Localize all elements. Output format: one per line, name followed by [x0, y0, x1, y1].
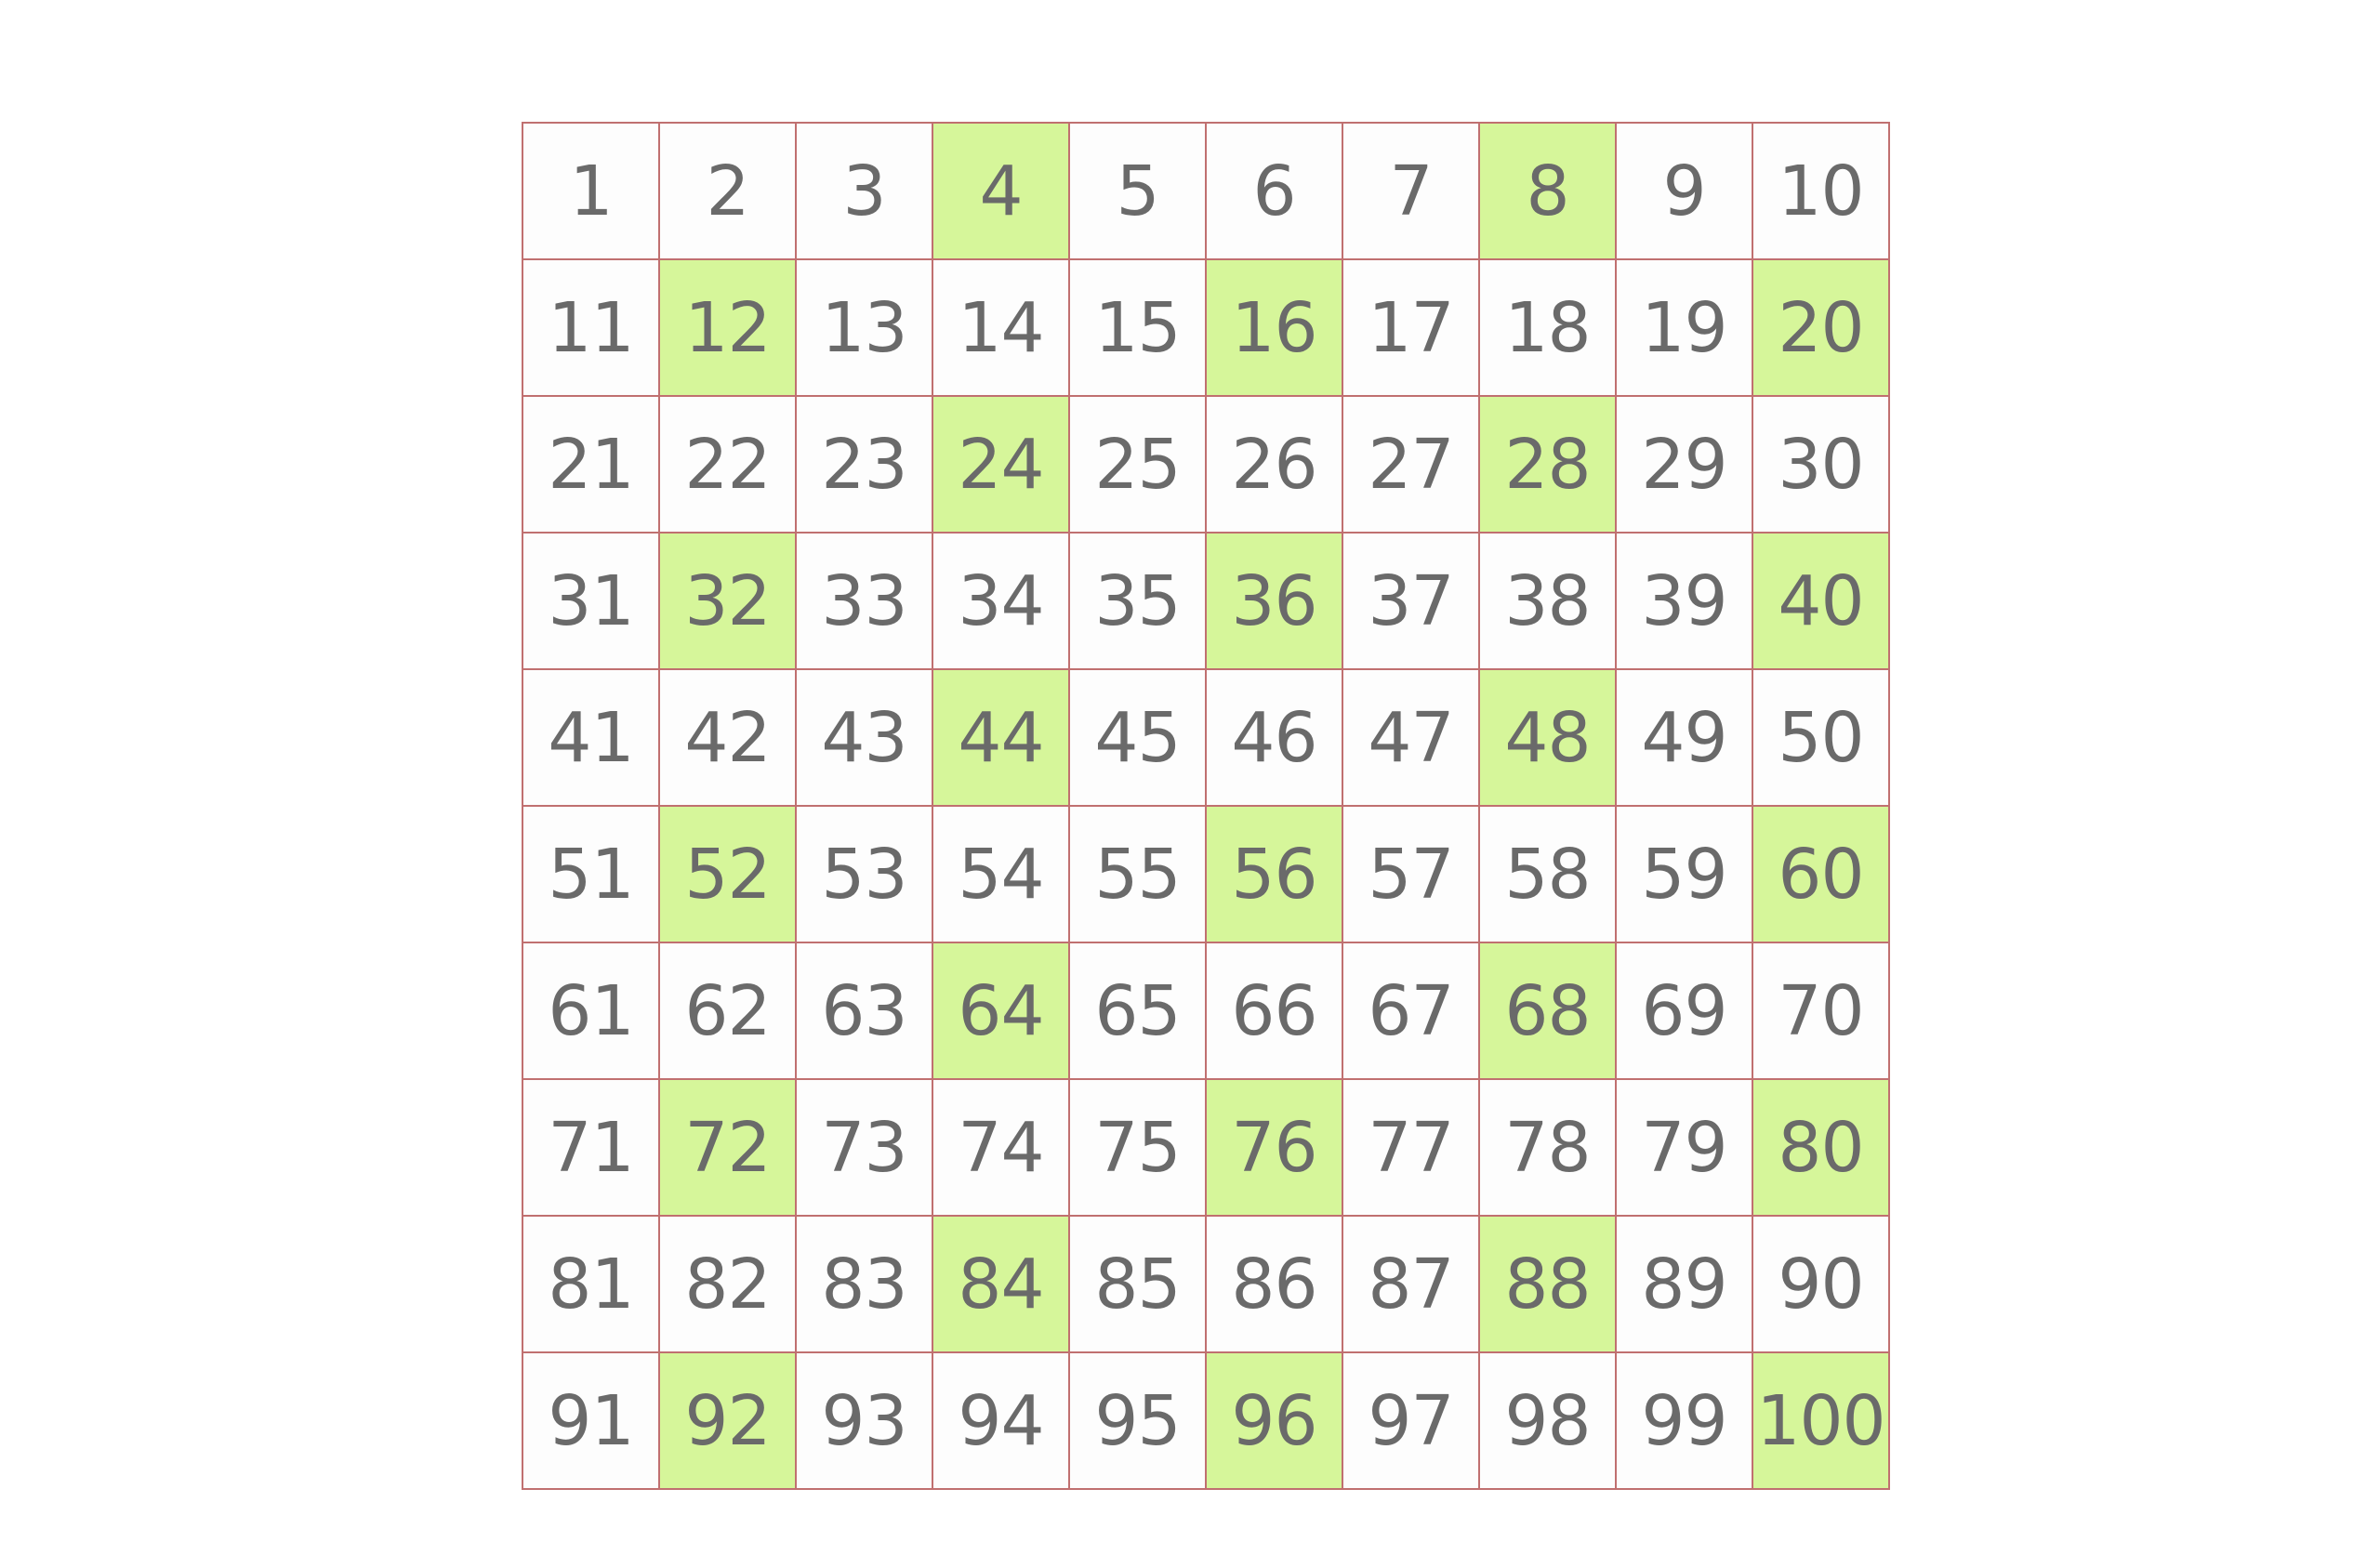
- number-cell: 31: [523, 534, 660, 670]
- number-cell: 19: [1617, 260, 1753, 397]
- number-cell: 23: [797, 397, 933, 534]
- number-cell: 2: [660, 124, 797, 260]
- number-cell: 63: [797, 943, 933, 1080]
- highlighted-number-cell: 76: [1207, 1080, 1343, 1217]
- number-cell: 26: [1207, 397, 1343, 534]
- number-cell: 49: [1617, 670, 1753, 807]
- number-cell: 45: [1070, 670, 1207, 807]
- highlighted-number-cell: 40: [1753, 534, 1890, 670]
- highlighted-number-cell: 4: [933, 124, 1070, 260]
- number-cell: 42: [660, 670, 797, 807]
- number-cell: 75: [1070, 1080, 1207, 1217]
- number-cell: 79: [1617, 1080, 1753, 1217]
- highlighted-number-cell: 60: [1753, 807, 1890, 943]
- number-cell: 83: [797, 1217, 933, 1353]
- number-cell: 62: [660, 943, 797, 1080]
- number-cell: 17: [1343, 260, 1480, 397]
- number-cell: 18: [1480, 260, 1617, 397]
- number-cell: 98: [1480, 1353, 1617, 1490]
- number-cell: 15: [1070, 260, 1207, 397]
- highlighted-number-cell: 88: [1480, 1217, 1617, 1353]
- highlighted-number-cell: 52: [660, 807, 797, 943]
- number-cell: 90: [1753, 1217, 1890, 1353]
- number-cell: 43: [797, 670, 933, 807]
- number-cell: 59: [1617, 807, 1753, 943]
- highlighted-number-cell: 12: [660, 260, 797, 397]
- number-cell: 74: [933, 1080, 1070, 1217]
- number-cell: 39: [1617, 534, 1753, 670]
- highlighted-number-cell: 80: [1753, 1080, 1890, 1217]
- number-cell: 87: [1343, 1217, 1480, 1353]
- number-cell: 50: [1753, 670, 1890, 807]
- number-cell: 14: [933, 260, 1070, 397]
- number-cell: 5: [1070, 124, 1207, 260]
- highlighted-number-cell: 16: [1207, 260, 1343, 397]
- number-cell: 3: [797, 124, 933, 260]
- number-cell: 1: [523, 124, 660, 260]
- highlighted-number-cell: 100: [1753, 1353, 1890, 1490]
- number-cell: 77: [1343, 1080, 1480, 1217]
- number-cell: 25: [1070, 397, 1207, 534]
- number-cell: 61: [523, 943, 660, 1080]
- highlighted-number-cell: 20: [1753, 260, 1890, 397]
- number-cell: 57: [1343, 807, 1480, 943]
- number-cell: 73: [797, 1080, 933, 1217]
- number-cell: 6: [1207, 124, 1343, 260]
- hundred-chart-grid: [522, 122, 1890, 1490]
- highlighted-number-cell: 32: [660, 534, 797, 670]
- highlighted-number-cell: 36: [1207, 534, 1343, 670]
- number-cell: 93: [797, 1353, 933, 1490]
- number-cell: 99: [1617, 1353, 1753, 1490]
- number-cell: 70: [1753, 943, 1890, 1080]
- number-cell: 21: [523, 397, 660, 534]
- number-cell: 81: [523, 1217, 660, 1353]
- highlighted-number-cell: 8: [1480, 124, 1617, 260]
- highlighted-number-cell: 24: [933, 397, 1070, 534]
- number-cell: 47: [1343, 670, 1480, 807]
- number-cell: 37: [1343, 534, 1480, 670]
- number-cell: 69: [1617, 943, 1753, 1080]
- number-cell: 11: [523, 260, 660, 397]
- number-cell: 35: [1070, 534, 1207, 670]
- number-cell: 66: [1207, 943, 1343, 1080]
- number-cell: 95: [1070, 1353, 1207, 1490]
- highlighted-number-cell: 96: [1207, 1353, 1343, 1490]
- number-cell: 41: [523, 670, 660, 807]
- number-cell: 58: [1480, 807, 1617, 943]
- number-cell: 82: [660, 1217, 797, 1353]
- highlighted-number-cell: 68: [1480, 943, 1617, 1080]
- highlighted-number-cell: 84: [933, 1217, 1070, 1353]
- number-cell: 30: [1753, 397, 1890, 534]
- number-cell: 91: [523, 1353, 660, 1490]
- number-cell: 33: [797, 534, 933, 670]
- highlighted-number-cell: 44: [933, 670, 1070, 807]
- number-cell: 38: [1480, 534, 1617, 670]
- number-cell: 78: [1480, 1080, 1617, 1217]
- number-cell: 67: [1343, 943, 1480, 1080]
- number-cell: 51: [523, 807, 660, 943]
- number-cell: 27: [1343, 397, 1480, 534]
- highlighted-number-cell: 92: [660, 1353, 797, 1490]
- number-cell: 10: [1753, 124, 1890, 260]
- number-cell: 53: [797, 807, 933, 943]
- highlighted-number-cell: 72: [660, 1080, 797, 1217]
- number-cell: 86: [1207, 1217, 1343, 1353]
- number-cell: 29: [1617, 397, 1753, 534]
- number-cell: 71: [523, 1080, 660, 1217]
- number-cell: 13: [797, 260, 933, 397]
- number-cell: 89: [1617, 1217, 1753, 1353]
- number-cell: 97: [1343, 1353, 1480, 1490]
- number-cell: 22: [660, 397, 797, 534]
- number-cell: 9: [1617, 124, 1753, 260]
- number-cell: 55: [1070, 807, 1207, 943]
- highlighted-number-cell: 28: [1480, 397, 1617, 534]
- highlighted-number-cell: 64: [933, 943, 1070, 1080]
- number-cell: 85: [1070, 1217, 1207, 1353]
- number-cell: 65: [1070, 943, 1207, 1080]
- highlighted-number-cell: 56: [1207, 807, 1343, 943]
- number-cell: 34: [933, 534, 1070, 670]
- highlighted-number-cell: 48: [1480, 670, 1617, 807]
- number-cell: 94: [933, 1353, 1070, 1490]
- number-cell: 54: [933, 807, 1070, 943]
- number-cell: 7: [1343, 124, 1480, 260]
- number-cell: 46: [1207, 670, 1343, 807]
